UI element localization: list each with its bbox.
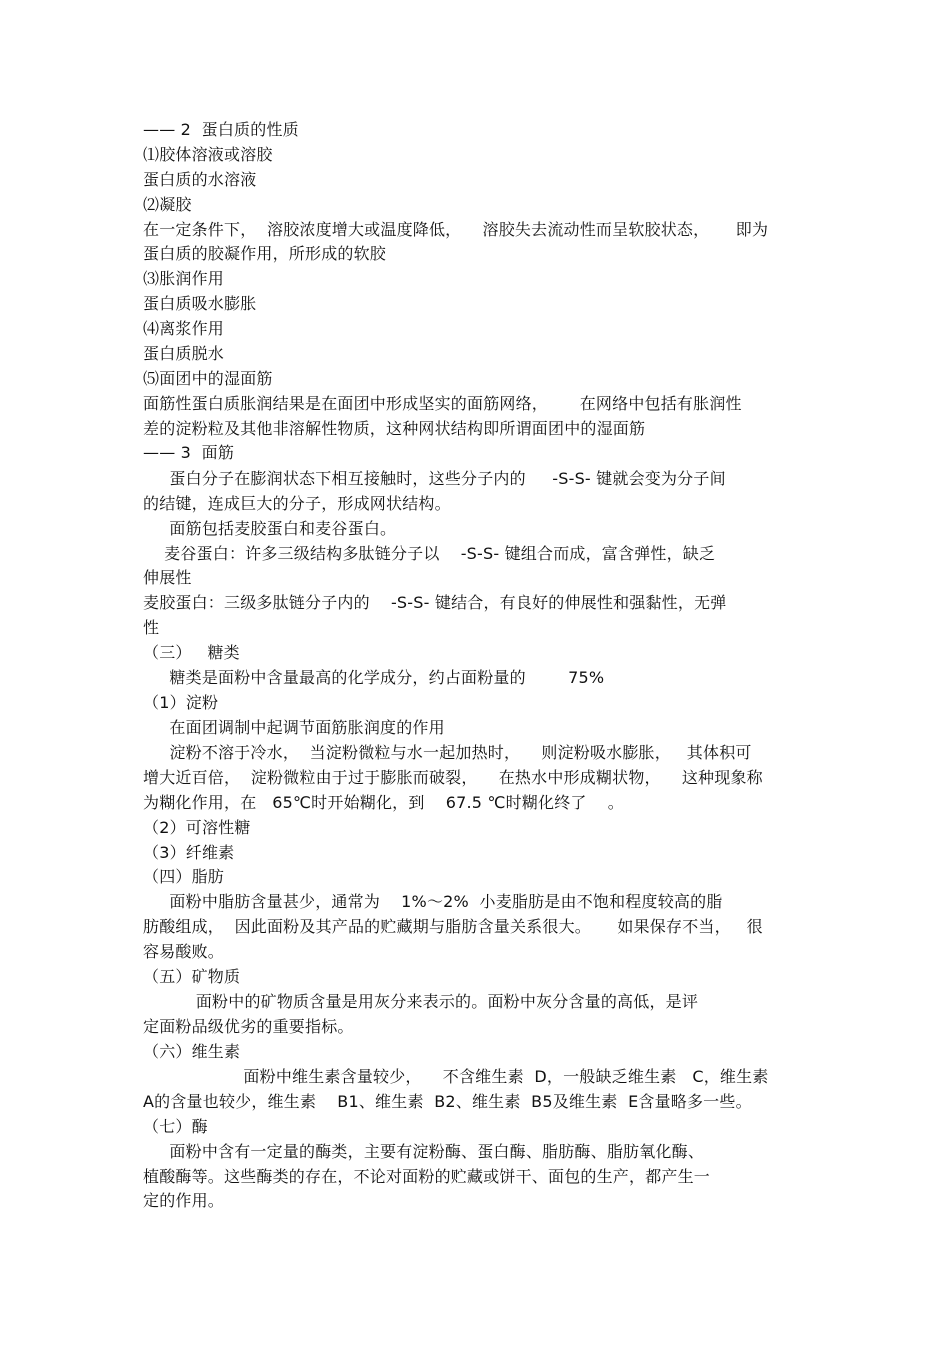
text-line: 的结键，连成巨大的分子，形成网状结构。	[143, 494, 451, 513]
subheading-cellulose: （3）纤维素	[143, 843, 235, 862]
text-line: 面粉中含有一定量的酶类，主要有淀粉酶、蛋白酶、脂肪酶、脂肪氧化酶、	[143, 1142, 705, 1161]
section-heading-enzymes: （七）酶	[143, 1117, 208, 1136]
text-line: 糖类是面粉中含量最高的化学成分，约占面粉量的 75%	[143, 668, 605, 687]
subheading-colloid-solution: ⑴胶体溶液或溶胶	[143, 145, 273, 164]
subheading-starch: （1）淀粉	[143, 693, 219, 712]
text-line: 面粉中脂肪含量甚少，通常为 1%～2% 小麦脂肪是由不饱和程度较高的脂	[143, 892, 723, 911]
text-line: 面粉中维生素含量较少， 不含维生素 D，一般缺乏维生素 C，维生素	[143, 1067, 769, 1086]
text-line: 麦谷蛋白：许多三级结构多肽链分子以 -S-S- 键组合而成，富含弹性，缺乏	[143, 544, 716, 563]
text-line: 容易酸败。	[143, 942, 225, 961]
text-line: 蛋白质的胶凝作用，所形成的软胶	[143, 244, 387, 263]
subheading-wet-gluten: ⑸面团中的湿面筋	[143, 369, 273, 388]
text-line: 麦胶蛋白：三级多肽链分子内的 -S-S- 键结合，有良好的伸展性和强黏性，无弹	[143, 593, 727, 612]
text-line: 蛋白质吸水膨胀	[143, 294, 257, 313]
text-line: 面粉中的矿物质含量是用灰分来表示的。面粉中灰分含量的高低，是评	[143, 992, 699, 1011]
text-line: 为糊化作用，在 65℃时开始糊化，到 67.5 ℃时糊化终了 。	[143, 793, 624, 812]
subheading-syneresis: ⑷离浆作用	[143, 319, 225, 338]
subheading-soluble-sugar: （2）可溶性糖	[143, 818, 251, 837]
section-heading-fat: （四）脂肪	[143, 867, 225, 886]
text-line: 在面团调制中起调节面筋胀润度的作用	[143, 718, 445, 737]
section-heading-minerals: （五）矿物质	[143, 967, 241, 986]
text-line: 蛋白分子在膨润状态下相互接触时，这些分子内的 -S-S- 键就会变为分子间	[143, 469, 726, 488]
subheading-gel: ⑵凝胶	[143, 195, 192, 214]
subheading-swelling: ⑶胀润作用	[143, 269, 225, 288]
section-heading-carbohydrates: （三） 糖类	[143, 643, 240, 662]
text-line: 蛋白质的水溶液	[143, 170, 257, 189]
text-line: 在一定条件下， 溶胶浓度增大或温度降低， 溶胶失去流动性而呈软胶状态， 即为	[143, 220, 769, 239]
text-line: 增大近百倍， 淀粉微粒由于过于膨胀而破裂， 在热水中形成糊状物， 这种现象称	[143, 768, 763, 787]
text-line: 蛋白质脱水	[143, 344, 225, 363]
section-heading-gluten: —— 3 面筋	[143, 443, 235, 462]
text-line: 差的淀粉粒及其他非溶解性物质，这种网状结构即所谓面团中的湿面筋	[143, 419, 646, 438]
text-line: 定的作用。	[143, 1191, 225, 1210]
text-line: 肪酸组成， 因此面粉及其产品的贮藏期与脂肪含量关系很大。 如果保存不当， 很	[143, 917, 763, 936]
section-heading-protein-properties: —— 2 蛋白质的性质	[143, 120, 299, 139]
text-line: 定面粉品级优劣的重要指标。	[143, 1017, 354, 1036]
text-line: 淀粉不溶于冷水， 当淀粉微粒与水一起加热时， 则淀粉吸水膨胀， 其体积可	[143, 743, 752, 762]
text-line: 面筋包括麦胶蛋白和麦谷蛋白。	[143, 519, 397, 538]
text-line: 植酸酶等。这些酶类的存在，不论对面粉的贮藏或饼干、面包的生产，都产生一	[143, 1167, 711, 1186]
text-line: 伸展性	[143, 568, 192, 587]
section-heading-vitamins: （六）维生素	[143, 1042, 241, 1061]
text-line: 面筋性蛋白质胀润结果是在面团中形成坚实的面筋网络， 在网络中包括有胀润性	[143, 394, 742, 413]
text-line: A的含量也较少，维生素 B1、维生素 B2、维生素 B5及维生素 E含量略多一些。	[143, 1092, 752, 1111]
text-line: 性	[143, 618, 160, 637]
